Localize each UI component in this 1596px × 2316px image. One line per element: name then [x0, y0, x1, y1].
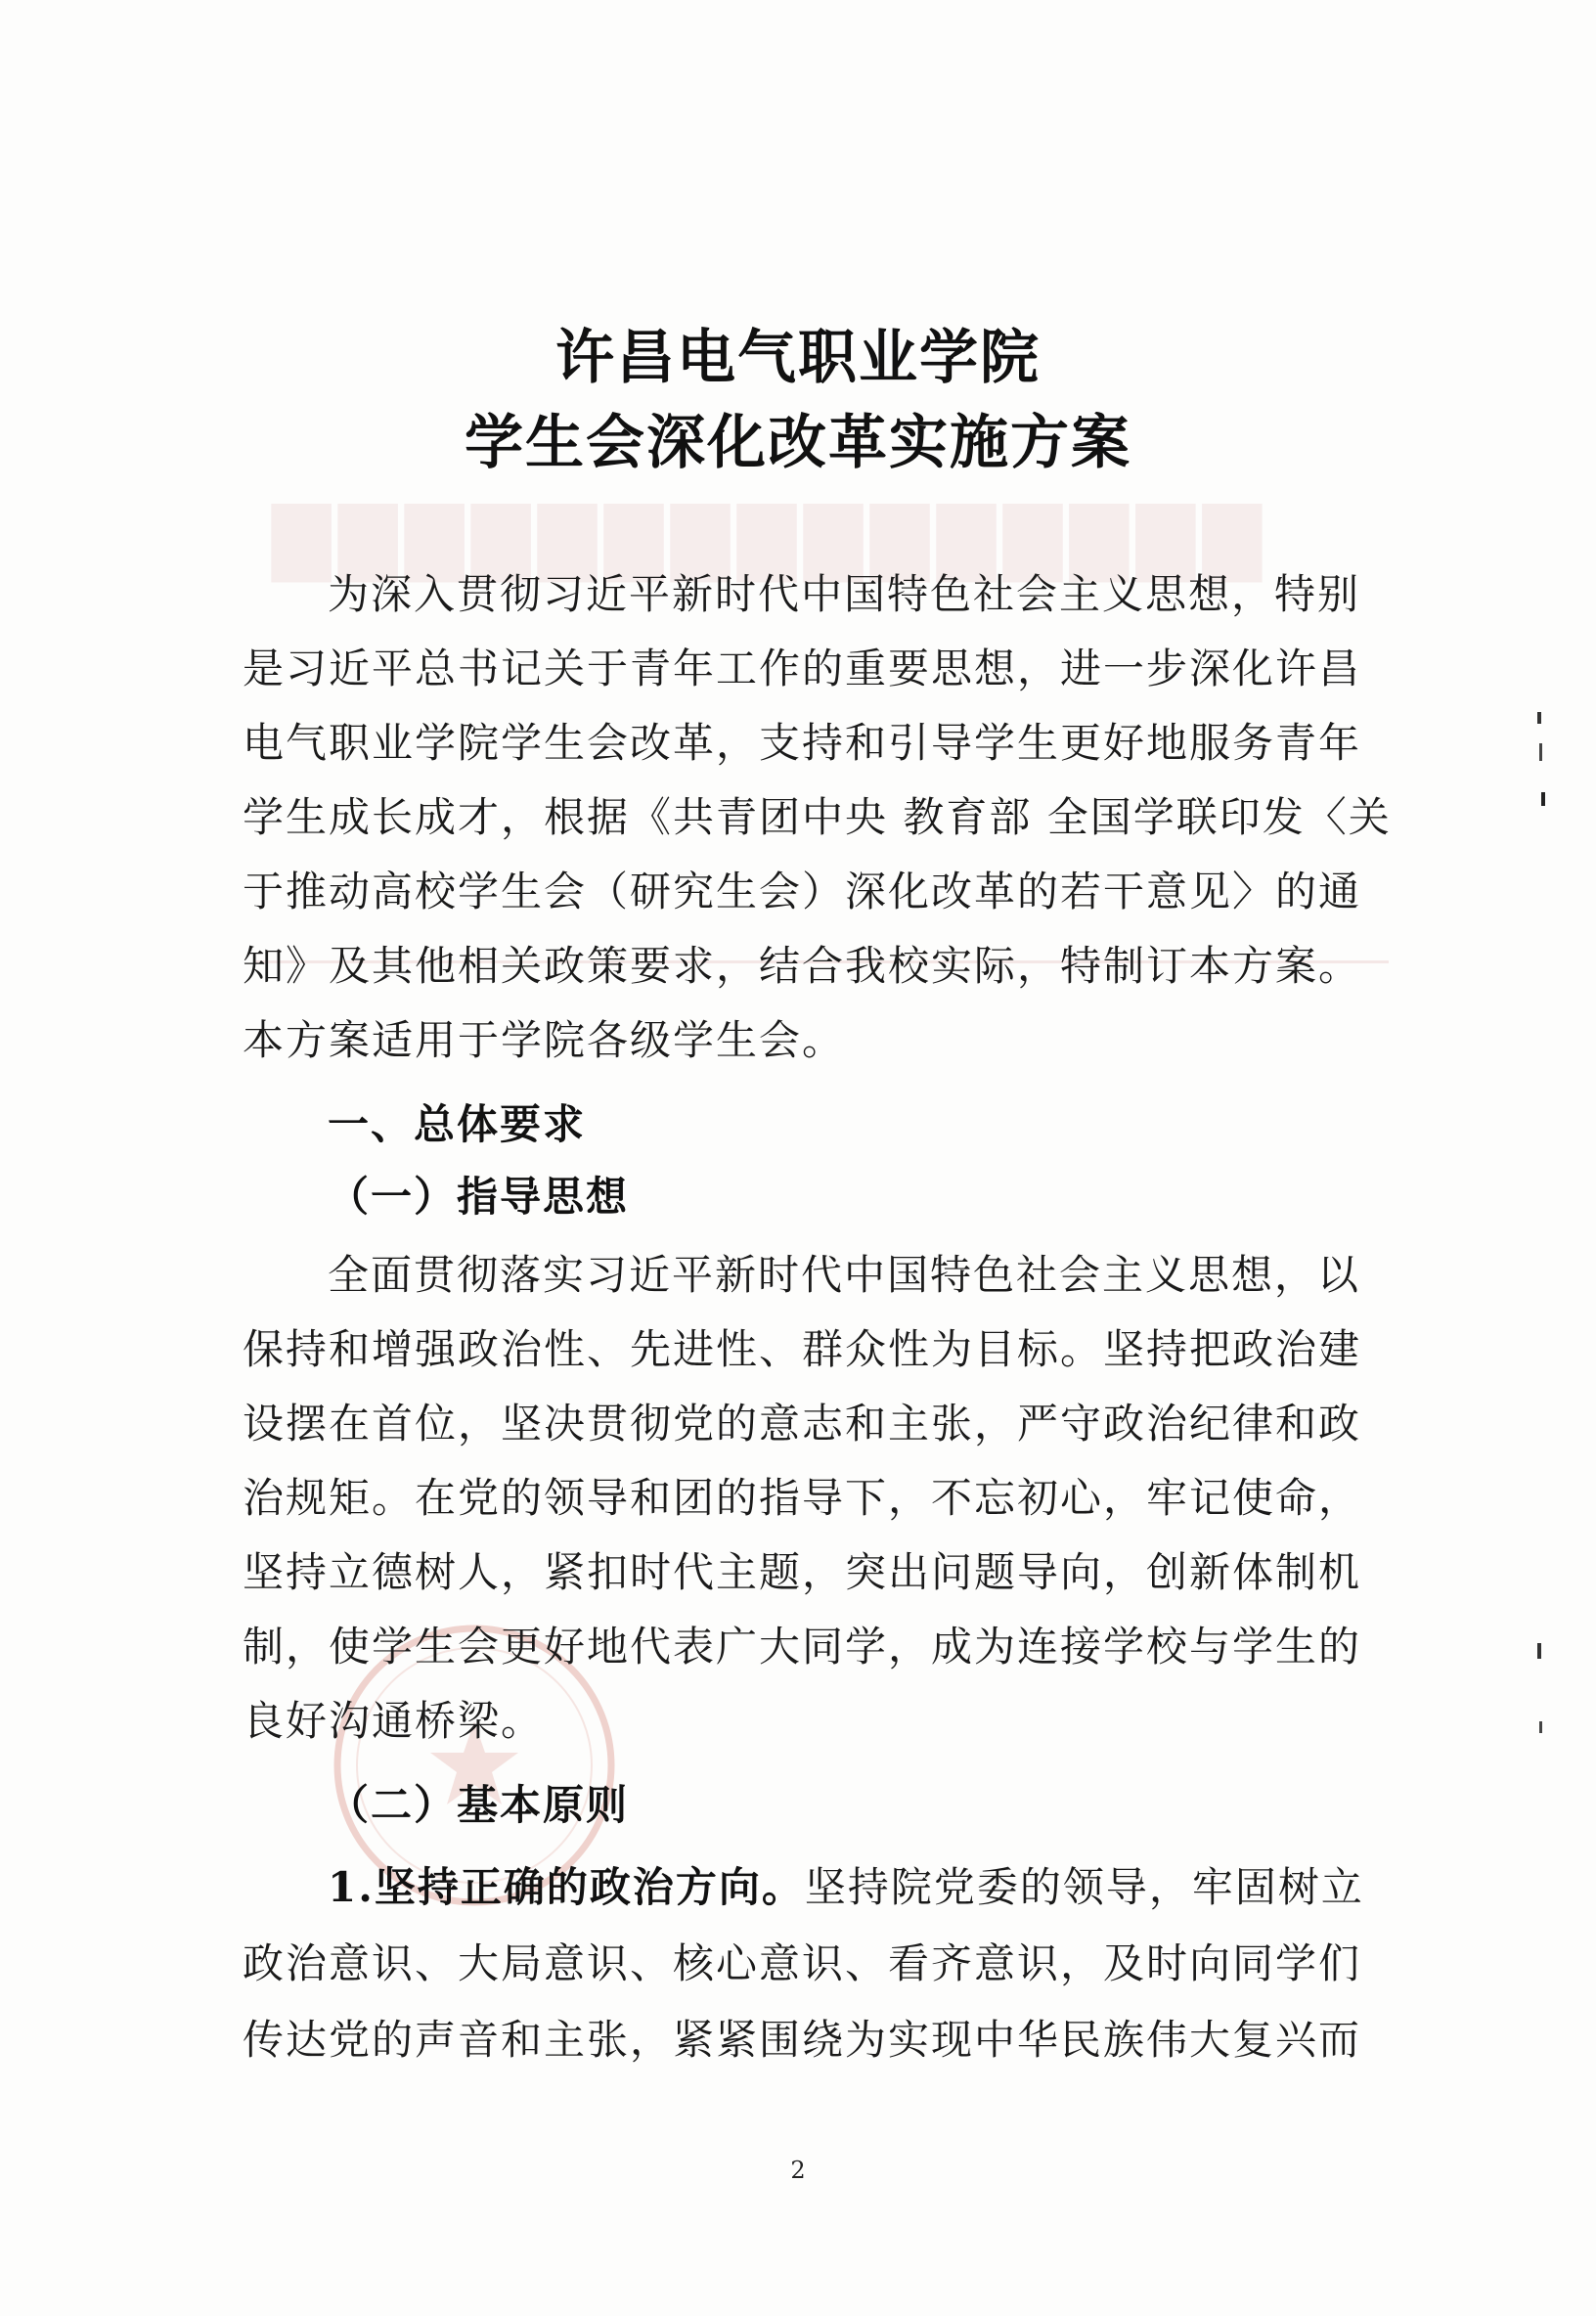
reverse-side-bleed-through: ▇▇▇▇▇▇▇▇▇▇▇▇▇▇▇	[264, 494, 1262, 582]
principle-1-line: 政治意识、大局意识、核心意识、看齐意识，及时向同学们	[243, 1939, 1362, 1987]
intro-line: 知》及其他相关政策要求，结合我校实际，特制订本方案。	[243, 942, 1362, 990]
guiding-thought-line: 保持和增强政治性、先进性、群众性为目标。坚持把政治建	[243, 1325, 1362, 1373]
guiding-thought-line: 良好沟通桥梁。	[243, 1697, 545, 1745]
guiding-thought-line: 全面贯彻落实习近平新时代中国特色社会主义思想，以	[328, 1251, 1361, 1299]
document-title-line-1: 许昌电气职业学院	[555, 324, 1041, 392]
subsection-2-heading: （二）基本原则	[328, 1781, 630, 1829]
intro-line: 是习近平总书记关于青年工作的重要思想，进一步深化许昌	[243, 645, 1362, 692]
intro-line: 学生成长成才，根据《共青团中央 教育部 全国学联印发〈关	[243, 793, 1392, 841]
intro-line: 电气职业学院学生会改革，支持和引导学生更好地服务青年	[243, 719, 1362, 767]
scan-edge-marks	[1526, 685, 1565, 1760]
guiding-thought-line: 设摆在首位，坚决贯彻党的意志和主张，严守政治纪律和政	[243, 1400, 1362, 1448]
principle-1-first-line-rest: 坚持院党委的领导，牢固树立	[804, 1863, 1364, 1911]
guiding-thought-line: 坚持立德树人，紧扣时代主题，突出问题导向，创新体制机	[243, 1548, 1362, 1596]
page-number: 2	[790, 2157, 806, 2184]
section-1-heading: 一、总体要求	[328, 1100, 587, 1148]
document-title-line-2: 学生会深化改革实施方案	[465, 409, 1131, 477]
subsection-1-heading: （一）指导思想	[328, 1173, 630, 1221]
guiding-thought-line: 制，使学生会更好地代表广大同学，成为连接学校与学生的	[243, 1623, 1362, 1670]
principle-1-line: 传达党的声音和主张，紧紧围绕为实现中华民族伟大复兴而	[243, 2016, 1362, 2064]
principle-1-first-line	[328, 1850, 1364, 1925]
principle-1-title: 1.坚持正确的政治方向。	[328, 1863, 805, 1911]
intro-line: 于推动高校学生会（研究生会）深化改革的若干意见〉的通	[243, 868, 1362, 915]
guiding-thought-line: 治规矩。在党的领导和团的指导下，不忘初心，牢记使命，	[243, 1474, 1362, 1522]
intro-line: 为深入贯彻习近平新时代中国特色社会主义思想，特别	[328, 570, 1361, 618]
intro-line: 本方案适用于学院各级学生会。	[243, 1016, 846, 1064]
